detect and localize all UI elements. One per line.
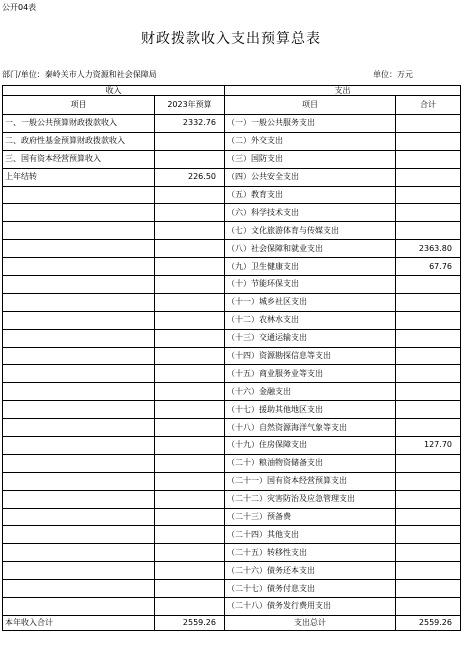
income-total-value: 2559.26 bbox=[155, 615, 225, 630]
income-empty-cell bbox=[3, 401, 155, 419]
expense-item-value bbox=[396, 419, 461, 437]
table-row bbox=[3, 186, 461, 204]
expense-item-label: （三）国防支出 bbox=[225, 150, 396, 168]
expense-item-value bbox=[396, 115, 461, 133]
expense-item-value bbox=[396, 186, 461, 204]
expense-item-value bbox=[396, 562, 461, 580]
expense-item-header: 项目 bbox=[225, 96, 396, 115]
table-row bbox=[3, 437, 461, 455]
table-row bbox=[3, 115, 461, 133]
income-item-label: 一、一般公共预算财政拨款收入 bbox=[3, 115, 155, 133]
income-item-value: 2332.76 bbox=[155, 115, 225, 133]
expense-item-value bbox=[396, 204, 461, 222]
table-row bbox=[3, 580, 461, 598]
expense-item-value bbox=[396, 490, 461, 508]
income-empty-cell bbox=[3, 204, 155, 222]
expense-item-label: （十三）交通运输支出 bbox=[225, 329, 396, 347]
total-header: 合计 bbox=[396, 96, 461, 115]
income-empty-cell bbox=[3, 365, 155, 383]
income-empty-cell bbox=[3, 419, 155, 437]
income-item-value: 226.50 bbox=[155, 168, 225, 186]
expense-item-value: 2363.80 bbox=[396, 240, 461, 258]
income-empty-cell bbox=[3, 598, 155, 616]
income-empty-cell bbox=[3, 222, 155, 240]
income-empty-cell bbox=[3, 437, 155, 455]
budget-table bbox=[2, 85, 461, 631]
income-empty-cell bbox=[3, 544, 155, 562]
expense-item-value bbox=[396, 598, 461, 616]
table-row bbox=[3, 293, 461, 311]
income-empty-cell bbox=[155, 508, 225, 526]
expense-item-value bbox=[396, 544, 461, 562]
income-empty-cell bbox=[155, 544, 225, 562]
expense-item-value: 127.70 bbox=[396, 437, 461, 455]
expense-item-label: （十）节能环保支出 bbox=[225, 276, 396, 294]
income-item-label: 三、国有资本经营预算收入 bbox=[3, 150, 155, 168]
income-empty-cell bbox=[3, 562, 155, 580]
budget-year-header: 2023年预算 bbox=[155, 96, 225, 115]
income-empty-cell bbox=[155, 526, 225, 544]
table-row bbox=[3, 454, 461, 472]
income-empty-cell bbox=[3, 490, 155, 508]
doc-code: 公开04表 bbox=[2, 3, 37, 12]
income-empty-cell bbox=[3, 258, 155, 276]
table-row bbox=[3, 150, 461, 168]
expense-item-label: （二十八）债务发行费用支出 bbox=[225, 598, 396, 616]
income-empty-cell bbox=[155, 347, 225, 365]
expense-item-value bbox=[396, 526, 461, 544]
table-row bbox=[3, 598, 461, 616]
income-empty-cell bbox=[155, 598, 225, 616]
expense-item-value bbox=[396, 347, 461, 365]
expense-item-label: （十四）资源勘探信息等支出 bbox=[225, 347, 396, 365]
table-row bbox=[3, 544, 461, 562]
income-empty-cell bbox=[3, 508, 155, 526]
dept-label: 部门/单位：秦岭关市人力资源和社会保障局 bbox=[2, 70, 157, 79]
income-empty-cell bbox=[155, 240, 225, 258]
table-row bbox=[3, 276, 461, 294]
expense-item-label: （九）卫生健康支出 bbox=[225, 258, 396, 276]
income-item-label: 上年结转 bbox=[3, 168, 155, 186]
table-body bbox=[3, 115, 461, 616]
table-row bbox=[3, 258, 461, 276]
expense-total-value: 2559.26 bbox=[396, 615, 461, 630]
income-empty-cell bbox=[3, 293, 155, 311]
expense-item-value bbox=[396, 329, 461, 347]
table-row bbox=[3, 383, 461, 401]
expense-item-value bbox=[396, 580, 461, 598]
expense-item-value bbox=[396, 508, 461, 526]
table-row bbox=[3, 508, 461, 526]
table-row bbox=[3, 419, 461, 437]
expense-item-value bbox=[396, 365, 461, 383]
expense-header: 支出 bbox=[225, 86, 461, 96]
expense-item-label: （七）文化旅游体育与传媒支出 bbox=[225, 222, 396, 240]
income-item-header: 项目 bbox=[3, 96, 155, 115]
expense-item-label: （二十）粮油物资储备支出 bbox=[225, 454, 396, 472]
income-empty-cell bbox=[3, 472, 155, 490]
income-empty-cell bbox=[155, 454, 225, 472]
expense-item-value: 67.76 bbox=[396, 258, 461, 276]
expense-item-value bbox=[396, 276, 461, 294]
income-empty-cell bbox=[155, 204, 225, 222]
expense-item-value bbox=[396, 311, 461, 329]
income-empty-cell bbox=[155, 329, 225, 347]
expense-item-label: （十二）农林水支出 bbox=[225, 311, 396, 329]
expense-item-value bbox=[396, 401, 461, 419]
expense-total-label: 支出总计 bbox=[225, 615, 396, 630]
income-empty-cell bbox=[155, 258, 225, 276]
income-empty-cell bbox=[3, 329, 155, 347]
expense-item-value bbox=[396, 293, 461, 311]
expense-item-label: （二十六）债务还本支出 bbox=[225, 562, 396, 580]
income-empty-cell bbox=[155, 419, 225, 437]
expense-item-value bbox=[396, 150, 461, 168]
expense-item-label: （二十四）其他支出 bbox=[225, 526, 396, 544]
income-empty-cell bbox=[155, 383, 225, 401]
expense-item-label: （四）公共安全支出 bbox=[225, 168, 396, 186]
income-item-label: 二、政府性基金预算财政拨款收入 bbox=[3, 132, 155, 150]
income-empty-cell bbox=[3, 383, 155, 401]
income-empty-cell bbox=[155, 222, 225, 240]
expense-item-label: （十五）商业服务业等支出 bbox=[225, 365, 396, 383]
expense-item-label: （二十五）转移性支出 bbox=[225, 544, 396, 562]
table-row bbox=[3, 347, 461, 365]
table-row bbox=[3, 401, 461, 419]
expense-item-value bbox=[396, 132, 461, 150]
expense-item-value bbox=[396, 383, 461, 401]
expense-item-label: （十七）援助其他地区支出 bbox=[225, 401, 396, 419]
expense-item-label: （一）一般公共服务支出 bbox=[225, 115, 396, 133]
table-row bbox=[3, 472, 461, 490]
table-row bbox=[3, 329, 461, 347]
income-empty-cell bbox=[3, 526, 155, 544]
income-item-value bbox=[155, 150, 225, 168]
expense-item-label: （二）外交支出 bbox=[225, 132, 396, 150]
table-row bbox=[3, 562, 461, 580]
table-row bbox=[3, 240, 461, 258]
income-empty-cell bbox=[3, 240, 155, 258]
expense-item-value bbox=[396, 222, 461, 240]
income-empty-cell bbox=[155, 437, 225, 455]
income-header: 收入 bbox=[3, 86, 225, 96]
expense-item-label: （二十一）国有资本经营预算支出 bbox=[225, 472, 396, 490]
expense-item-label: （二十七）债务付息支出 bbox=[225, 580, 396, 598]
expense-item-label: （五）教育支出 bbox=[225, 186, 396, 204]
expense-item-label: （十一）城乡社区支出 bbox=[225, 293, 396, 311]
expense-item-label: （六）科学技术支出 bbox=[225, 204, 396, 222]
total-row bbox=[3, 615, 461, 630]
income-empty-cell bbox=[3, 276, 155, 294]
income-empty-cell bbox=[3, 347, 155, 365]
table-row bbox=[3, 526, 461, 544]
expense-item-value bbox=[396, 472, 461, 490]
table-row bbox=[3, 365, 461, 383]
table-row bbox=[3, 204, 461, 222]
expense-item-value bbox=[396, 168, 461, 186]
income-empty-cell bbox=[155, 562, 225, 580]
income-empty-cell bbox=[155, 293, 225, 311]
expense-item-label: （二十二）灾害防治及应急管理支出 bbox=[225, 490, 396, 508]
income-empty-cell bbox=[155, 311, 225, 329]
income-total-label: 本年收入合计 bbox=[3, 615, 155, 630]
expense-item-label: （八）社会保障和就业支出 bbox=[225, 240, 396, 258]
expense-item-label: （十八）自然资源海洋气象等支出 bbox=[225, 419, 396, 437]
expense-item-value bbox=[396, 454, 461, 472]
page-title: 财政拨款收入支出预算总表 bbox=[141, 31, 321, 47]
income-empty-cell bbox=[3, 186, 155, 204]
expense-item-label: （二十三）预备费 bbox=[225, 508, 396, 526]
unit-label: 单位：万元 bbox=[373, 70, 413, 79]
income-empty-cell bbox=[155, 580, 225, 598]
table-row bbox=[3, 168, 461, 186]
expense-item-label: （十六）金融支出 bbox=[225, 383, 396, 401]
expense-item-label: （十九）住房保障支出 bbox=[225, 437, 396, 455]
income-empty-cell bbox=[155, 490, 225, 508]
income-empty-cell bbox=[155, 365, 225, 383]
income-empty-cell bbox=[155, 186, 225, 204]
income-empty-cell bbox=[155, 276, 225, 294]
table-row bbox=[3, 132, 461, 150]
table-row bbox=[3, 222, 461, 240]
income-empty-cell bbox=[155, 401, 225, 419]
table-row bbox=[3, 490, 461, 508]
income-item-value bbox=[155, 132, 225, 150]
income-empty-cell bbox=[3, 580, 155, 598]
income-empty-cell bbox=[3, 311, 155, 329]
table-row bbox=[3, 311, 461, 329]
income-empty-cell bbox=[155, 472, 225, 490]
income-empty-cell bbox=[3, 454, 155, 472]
